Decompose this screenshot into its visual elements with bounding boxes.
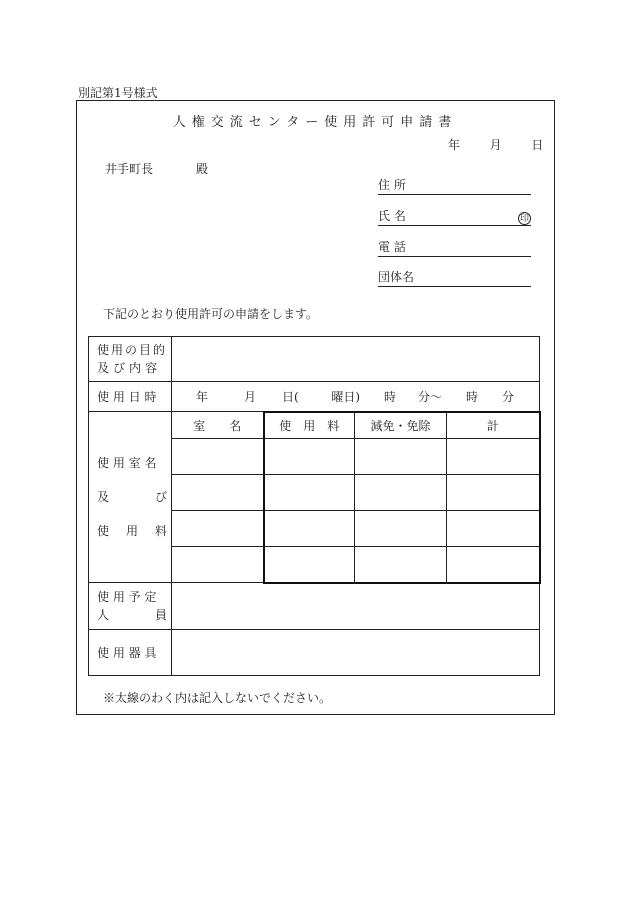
purpose-label-line2: 及び内容 [97,361,162,375]
name-label: 氏 名 [378,209,406,223]
date-day: 日 [531,138,544,152]
addressee: 井手町長 [105,162,154,176]
people-row [89,583,540,630]
fee-cell [264,439,355,475]
date-year: 年 [448,138,461,152]
form-number: 別記第1号様式 [78,86,158,100]
room-name-cell[interactable] [172,547,264,583]
address-field[interactable] [378,176,531,195]
equipment-label: 使 用 器 具 [89,630,172,676]
dt-day: 日( [282,389,299,404]
equipment-row [89,630,540,676]
seal-mark: 印 [519,214,529,224]
purpose-label [89,337,172,382]
dt-min2: 分 [502,389,515,404]
room-name-cell[interactable] [172,475,264,511]
name-field[interactable] [378,207,531,226]
group-label: 団体名 [378,270,415,284]
application-table [88,336,541,676]
date-month: 月 [489,138,502,152]
dt-hour1: 時 [384,389,397,404]
total-cell [447,547,540,583]
datetime-row [89,382,540,412]
phone-field[interactable] [378,238,531,257]
rooms-header-row [89,412,540,439]
datetime-label: 使 用 日 時 [89,382,172,412]
dt-min1: 分～ [418,389,443,404]
rooms-label-line2: 及 び [97,490,167,504]
total-cell [447,475,540,511]
form-title: 人権交流センター使用許可申請書 [172,115,458,130]
dt-month: 月 [244,389,257,404]
people-input[interactable] [172,583,540,630]
dt-hour2: 時 [466,389,479,404]
note-text: ※太線のわく内は記入しないでください。 [103,691,332,705]
phone-label: 電 話 [378,240,406,254]
col-total: 計 [447,412,540,439]
people-label-line1: 使 用 予 定 [97,590,157,604]
equipment-input[interactable] [172,630,540,676]
address-label: 住 所 [378,178,406,192]
col-fee: 使 用 料 [264,412,355,439]
rooms-label [89,412,172,583]
rooms-label-line3: 使 用 料 [97,524,167,538]
discount-cell [355,475,447,511]
col-discount: 減免・免除 [355,412,447,439]
fee-cell [264,475,355,511]
dt-year: 年 [196,389,209,404]
discount-cell [355,511,447,547]
fee-cell [264,511,355,547]
group-field[interactable] [378,268,531,287]
datetime-input[interactable] [172,382,540,412]
total-cell [447,439,540,475]
people-label-line2: 人 員 [97,608,167,622]
honorific: 殿 [196,162,209,176]
rooms-label-line1: 使 用 室 名 [97,456,157,470]
purpose-row [89,337,540,382]
col-room-name: 室 名 [172,412,264,439]
discount-cell [355,547,447,583]
intro-text: 下記のとおり使用許可の申請をします。 [103,307,319,321]
purpose-input[interactable] [172,337,540,382]
discount-cell [355,439,447,475]
application-date [448,136,543,153]
room-name-cell[interactable] [172,511,264,547]
total-cell [447,511,540,547]
purpose-label-line1: 使用の目的 [97,343,168,357]
dt-weekday: 曜日) [331,389,360,404]
fee-cell [264,547,355,583]
people-label [89,583,172,630]
room-name-cell[interactable] [172,439,264,475]
